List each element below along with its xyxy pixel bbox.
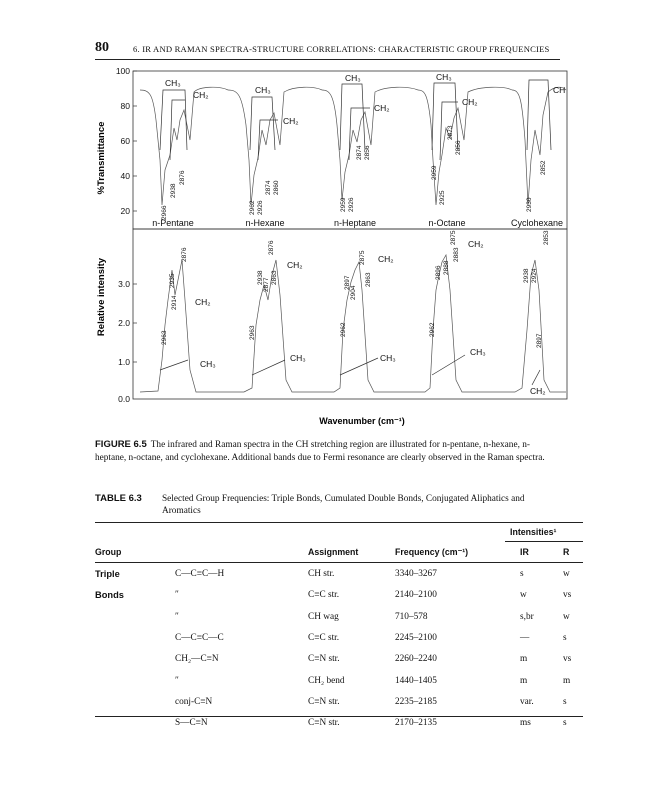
ir-band: 2966	[161, 205, 168, 220]
ir-tick-80: 80	[120, 101, 130, 111]
table-cell: 2245–2100	[395, 632, 437, 643]
raman-plot-frame	[133, 229, 567, 399]
table-cell: 3340–3267	[395, 569, 437, 579]
ch2-label-heptane-raman: CH₂	[378, 254, 394, 264]
compound-hexane: n-Hexane	[245, 218, 285, 228]
figure-caption-label: FIGURE 6.5	[95, 439, 147, 450]
ch3-label-octane-ir: CH₃	[436, 72, 452, 82]
table-cell: 710–578	[395, 611, 428, 622]
ch3-label-heptane-raman: CH₃	[380, 353, 396, 363]
x-axis-label: Wavenumber (cm⁻¹)	[319, 416, 405, 426]
table-cell: CH wag	[308, 611, 339, 622]
ir-band: 2926	[348, 197, 355, 212]
ir-band: 2874	[265, 180, 272, 195]
raman-band: 2924	[531, 268, 538, 283]
compound-heptane: n-Heptane	[333, 218, 377, 228]
raman-band: 2962	[340, 322, 347, 337]
table-cell: m	[520, 675, 528, 686]
table-cell: C—C≡C—H	[175, 569, 225, 579]
table-cell: m	[520, 654, 528, 665]
raman-band: 2877	[263, 277, 270, 292]
ch3-label-hexane-ir: CH₃	[255, 85, 271, 95]
table-cell: Bonds	[95, 590, 124, 601]
raman-band: 2963	[249, 325, 256, 340]
table-cell: C≡N str.	[308, 654, 340, 665]
table-cell: var.	[520, 696, 534, 707]
ir-spectra	[140, 87, 566, 205]
ch2-label-pentane-ir: CH₂	[193, 90, 209, 100]
raman-band: 2875	[450, 230, 457, 245]
ir-band: 2930	[526, 197, 533, 212]
compound-cyclohexane: Cyclohexane	[510, 218, 564, 228]
raman-band: 2935	[169, 273, 176, 288]
ir-tick-20: 20	[120, 206, 130, 216]
raman-band: 2853	[543, 230, 550, 245]
raman-band: 2883	[453, 247, 460, 262]
raman-band: 2962	[429, 322, 436, 337]
table-cell: 2235–2185	[395, 696, 437, 707]
raman-y-axis-label: Relative intensity	[96, 257, 107, 337]
ch3-label-pentane-ir: CH₃	[165, 78, 181, 88]
col-assignment: Assignment	[308, 547, 359, 557]
ir-band: 2959	[431, 165, 438, 180]
ch3-label-pentane-raman: CH₃	[200, 359, 216, 369]
raman-tick-3: 3.0	[118, 279, 130, 289]
raman-band: 2938	[523, 268, 530, 283]
table-cell: ″	[175, 590, 179, 601]
col-ir: IR	[520, 547, 529, 557]
table-cell: w	[563, 611, 570, 622]
table-cell: 1440–1405	[395, 675, 437, 686]
table-cell: vs	[563, 590, 572, 601]
raman-band: 2863	[365, 272, 372, 287]
table-cell: —	[520, 632, 530, 643]
table-cell: s	[563, 696, 567, 707]
raman-band: 2896	[435, 265, 442, 280]
table-cell: s	[520, 569, 524, 579]
table-cell: CH₂—C≡N	[175, 654, 219, 665]
ir-tick-100: 100	[115, 66, 130, 76]
col-r: R	[563, 547, 570, 557]
ir-band: 2938	[170, 183, 177, 198]
table-cell: conj-C≡N	[175, 696, 213, 707]
raman-band: 2876	[181, 247, 188, 262]
table-header-rule	[95, 562, 583, 563]
table-cell: 2170–2135	[395, 718, 437, 729]
intensities-rule	[505, 541, 583, 542]
figure-caption	[95, 438, 560, 465]
ch2-label-pentane-raman: CH₂	[195, 297, 211, 307]
ch2-label-heptane-ir: CH₂	[374, 103, 390, 113]
ir-band: 2860	[273, 180, 280, 195]
raman-band: 2888	[443, 260, 450, 275]
table-cell: C≡C str.	[308, 590, 340, 601]
col-group: Group	[95, 547, 122, 557]
raman-tick-1: 1.0	[118, 357, 130, 367]
ch2-label-octane-raman: CH₂	[468, 239, 484, 249]
raman-band: 2963	[161, 330, 168, 345]
ch2-label-cyclohexane-raman: CH₂	[530, 386, 546, 396]
ir-band: 2925	[439, 190, 446, 205]
table-bottom-rule	[95, 716, 583, 717]
ch2-label-hexane-ir: CH₂	[283, 116, 299, 126]
table-title-text: Selected Group Frequencies: Triple Bonds, Cumulated Double Bonds, Conjugated Aliphatics and Aromatics	[162, 494, 525, 516]
raman-band: 2914	[171, 295, 178, 310]
ir-band: 2873	[447, 125, 454, 140]
raman-tick-2: 2.0	[118, 318, 130, 328]
ch2-label-hexane-raman: CH₂	[287, 260, 303, 270]
running-head-title: 6. IR AND RAMAN SPECTRA-STRUCTURE CORRELATIONS: CHARACTERISTIC GROUP FREQUENCIES	[133, 44, 550, 54]
ir-band: 2856	[455, 140, 462, 155]
ch3-label-heptane-ir: CH₃	[345, 73, 361, 83]
table-cell: s,br	[520, 611, 534, 622]
raman-band: 2876	[268, 240, 275, 255]
raman-spectra	[140, 255, 566, 392]
table-cell: w	[563, 569, 570, 579]
ir-tick-40: 40	[120, 171, 130, 181]
table-cell: ″	[175, 611, 179, 622]
table-cell: vs	[563, 654, 572, 665]
table-cell: Triple	[95, 569, 120, 579]
table-cell: s	[563, 718, 567, 729]
table-cell: S—C≡N	[175, 718, 208, 729]
compound-octane: n-Octane	[428, 218, 466, 228]
ch-label-cyclohexane-ir: CH	[553, 85, 566, 95]
table-cell: C—C≡C—C	[175, 632, 224, 643]
table-cell: w	[520, 590, 527, 601]
intensities-header: Intensities¹	[510, 527, 557, 537]
table-cell: CH₂ bend	[308, 675, 345, 686]
raman-band: 2863	[271, 270, 278, 285]
table-top-rule	[95, 522, 583, 523]
raman-band: 2897	[536, 333, 543, 348]
table-cell: 2260–2240	[395, 654, 437, 665]
raman-band: 2875	[359, 250, 366, 265]
page-number: 80	[95, 40, 109, 55]
ir-band: 2874	[356, 145, 363, 160]
table-cell: m	[563, 675, 571, 686]
compound-pentane: n-Pentane	[152, 218, 194, 228]
table-cell: ″	[175, 675, 179, 686]
ir-band: 2959	[340, 197, 347, 212]
table-cell: CH str.	[308, 569, 335, 579]
ir-band: 2852	[540, 160, 547, 175]
table-cell: 2140–2100	[395, 590, 437, 601]
ir-band: 2962	[249, 200, 256, 215]
ch2-label-octane-ir: CH₂	[462, 97, 478, 107]
table-cell: C≡N str.	[308, 718, 340, 729]
ir-band: 2876	[179, 170, 186, 185]
table-cell: C≡C str.	[308, 632, 340, 643]
raman-band: 2904	[350, 285, 357, 300]
ir-band: 2856	[364, 145, 371, 160]
ch3-label-hexane-raman: CH₃	[290, 353, 306, 363]
ir-tick-60: 60	[120, 136, 130, 146]
ir-y-axis-label: %Transmittance	[96, 121, 107, 195]
ch3-label-octane-raman: CH₃	[470, 347, 486, 357]
table-cell: C≡N str.	[308, 696, 340, 707]
table-label: TABLE 6.3	[95, 493, 142, 504]
ir-band: 2926	[257, 200, 264, 215]
table-cell: s	[563, 632, 567, 643]
raman-band: 2938	[257, 270, 264, 285]
raman-tick-0: 0.0	[118, 394, 130, 404]
table-cell: ms	[520, 718, 531, 729]
figure-caption-text: The infrared and Raman spectra in the CH stretching region are illustrated for n-pentane, n-hexane, n-heptane, n-octane, and cyclohexane. Additional bands due to Fermi resonance are clearly observed in the Raman spectra.	[95, 440, 545, 463]
col-frequency: Frequency (cm⁻¹)	[395, 547, 469, 557]
raman-band: 2897	[344, 275, 351, 290]
